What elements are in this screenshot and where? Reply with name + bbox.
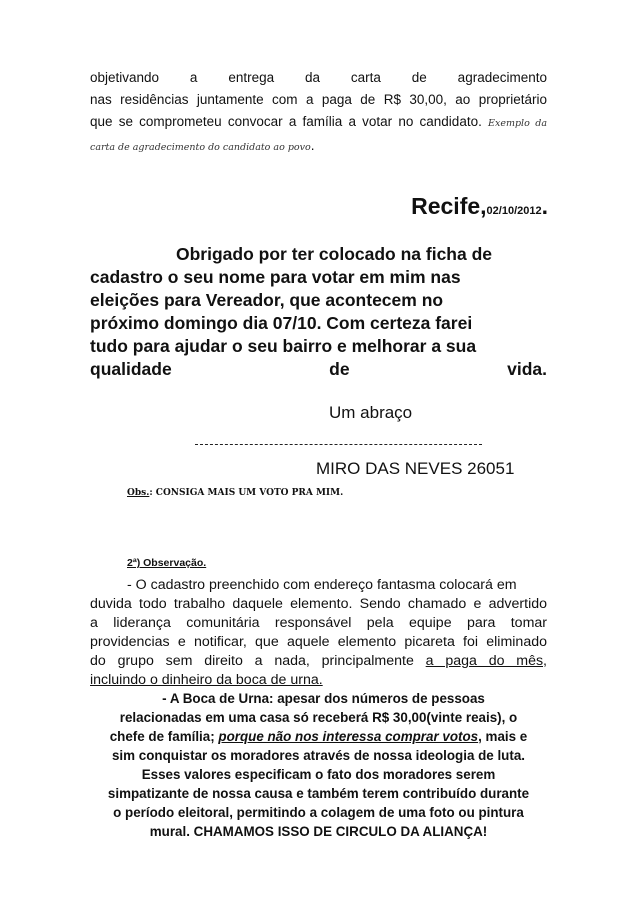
para-line: incluindo o dinheiro da boca de urna. (90, 672, 323, 688)
script-note: carta de agradecimento do candidato ao povo (90, 142, 311, 153)
para-underlined: a paga do mês, (425, 653, 547, 669)
date: 02/10/2012 (486, 205, 542, 217)
intro-line: nas residências juntamente com a paga de R$ 30,00, ao proprietário (90, 92, 547, 107)
letter-line: qualidade de vida. (90, 359, 547, 379)
observation-1 (127, 488, 343, 498)
para-line (90, 652, 547, 671)
observation-2-heading: 2ª) Observação. (127, 557, 207, 569)
place-date (411, 193, 548, 220)
para-line: providencias e notificar, que aquele elemento picareta foi eliminado (90, 634, 547, 650)
script-note: Exemplo da (488, 118, 547, 129)
letter-line: Obrigado por ter colocado na ficha de (176, 244, 493, 264)
letter-line: próximo domingo dia 07/10. Com certeza farei (90, 313, 473, 333)
closing: Um abraço (329, 403, 413, 422)
observation-2-paragraph (90, 576, 547, 690)
letter-line: eleições para Vereador, que acontecem no (90, 290, 444, 310)
boca-line (90, 727, 547, 746)
boca-line: sim conquistar os moradores através de nossa ideologia de luta. (111, 748, 525, 763)
obs-label: Obs. (127, 488, 150, 498)
boca-line: Esses valores especificam o fato dos moradores serem (141, 767, 496, 782)
signature-line (195, 444, 482, 445)
para-line: - O cadastro preenchido com endereço fantasma colocará em (127, 577, 517, 593)
intro-paragraph (90, 67, 547, 159)
obs-text: : CONSIGA MAIS UM VOTO PRA MIM. (149, 488, 344, 498)
boca-emphasis: porque não nos interessa comprar votos (218, 729, 479, 744)
boca-line: - A Boca de Urna: apesar dos números de pessoas (162, 691, 485, 706)
boca-line: o período eleitoral, permitindo a colagem de uma foto ou pintura (113, 805, 524, 820)
date-dot: . (541, 193, 548, 219)
city: Recife, (411, 193, 487, 219)
thank-you-letter (90, 243, 547, 381)
boca-text: chefe de família; (109, 729, 215, 744)
boca-line: relacionadas em uma casa só receberá R$ 30,00(vinte reais), o (119, 710, 518, 725)
boca-line: simpatizante de nossa causa e também terem contribuído durante (107, 786, 530, 801)
boca-de-urna-paragraph (90, 689, 547, 841)
boca-text: , mais e (478, 729, 528, 744)
signature-name: MIRO DAS NEVES 26051 (316, 459, 515, 478)
intro-line: objetivando a entrega da carta de agradecimento (90, 70, 547, 85)
intro-line (90, 135, 547, 159)
intro-line (90, 111, 547, 135)
para-line: a liderança comunitária responsável pela equipe para tomar (90, 615, 547, 631)
para-line: duvida todo trabalho daquele elemento. Sendo chamado e advertido (90, 596, 547, 612)
intro-text: que se comprometeu convocar a família a votar no candidato. (90, 114, 482, 129)
boca-line: mural. CHAMAMOS ISSO DE CIRCULO DA ALIANÇA! (149, 824, 488, 839)
para-text: do grupo sem direito a nada, principalmente (90, 653, 414, 669)
letter-line: cadastro o seu nome para votar em mim nas (90, 267, 461, 287)
intro-end: . (310, 138, 315, 153)
letter-line: tudo para ajudar o seu bairro e melhorar a sua (90, 336, 477, 356)
